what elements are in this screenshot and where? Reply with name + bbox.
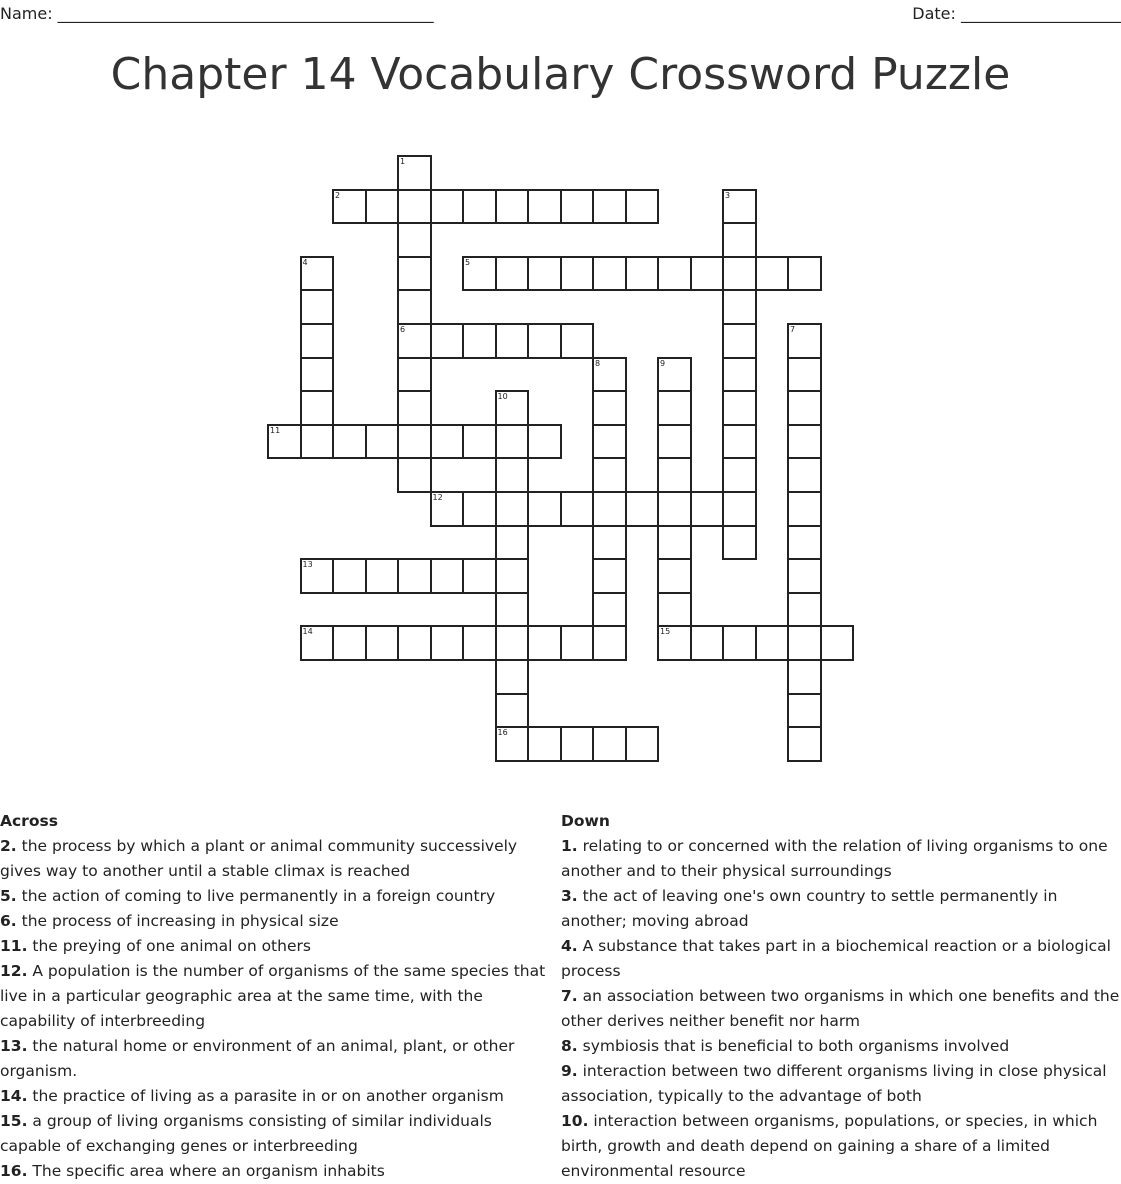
clue-text: the process by which a plant or animal community successively gives way to another until a stable climax is reached <box>0 837 518 880</box>
grid-cell[interactable] <box>527 491 562 527</box>
grid-cell[interactable] <box>657 457 692 493</box>
grid-cell[interactable] <box>495 323 530 359</box>
clue-item <box>0 834 556 884</box>
grid-cell[interactable] <box>625 189 660 225</box>
clue-number: 1. <box>561 837 578 855</box>
grid-cell[interactable] <box>657 592 692 628</box>
grid-cell[interactable] <box>397 558 432 594</box>
grid-cell[interactable] <box>787 525 822 561</box>
clue-text: symbiosis that is beneficial to both organisms involved <box>577 1037 1010 1055</box>
clue-text: the practice of living as a parasite in or on another organism <box>27 1087 504 1105</box>
grid-cell[interactable] <box>722 390 757 426</box>
clue-item <box>561 1109 1121 1184</box>
cell-number: 13 <box>302 560 313 570</box>
grid-cell[interactable] <box>690 625 725 661</box>
grid-cell[interactable] <box>332 625 367 661</box>
grid-cell[interactable] <box>397 457 432 493</box>
grid-cell[interactable] <box>300 289 335 325</box>
clue-number: 16. <box>0 1162 28 1180</box>
clue-number: 4. <box>561 937 578 955</box>
grid-cell[interactable] <box>495 424 530 460</box>
clue-number: 10. <box>561 1112 589 1130</box>
grid-cell[interactable] <box>657 390 692 426</box>
grid-cell[interactable] <box>657 491 692 527</box>
clue-number: 12. <box>0 962 28 980</box>
clue-text: the natural home or environment of an animal, plant, or other organism. <box>0 1037 515 1080</box>
clue-item <box>0 1084 556 1109</box>
cell-number: 7 <box>790 325 796 334</box>
grid-cell[interactable] <box>365 189 400 225</box>
grid-cell[interactable] <box>625 726 660 762</box>
grid-cell[interactable] <box>787 424 822 460</box>
grid-cell[interactable] <box>397 155 432 191</box>
grid-cell[interactable] <box>592 256 627 292</box>
grid-cell[interactable] <box>430 189 465 225</box>
cell-number: 3 <box>725 190 731 200</box>
grid-cell[interactable] <box>332 424 367 460</box>
clue-number: 11. <box>0 937 28 955</box>
clue-number: 5. <box>0 887 17 905</box>
grid-cell[interactable] <box>495 693 530 729</box>
grid-cell[interactable] <box>625 256 660 292</box>
grid-cell[interactable] <box>397 323 432 359</box>
grid-cell[interactable] <box>787 357 822 393</box>
grid-cell[interactable] <box>495 525 530 561</box>
grid-cell[interactable] <box>722 256 757 292</box>
grid-cell[interactable] <box>527 256 562 292</box>
clue-text: a group of living organisms consisting of similar individuals capable of exchanging genes or interbreeding <box>0 1112 492 1155</box>
grid-cell[interactable] <box>495 592 530 628</box>
grid-cell[interactable] <box>430 424 465 460</box>
clue-number: 13. <box>0 1037 28 1055</box>
clue-number: 6. <box>0 912 17 930</box>
down-clues <box>561 809 1121 1184</box>
across-clue-list <box>0 834 556 1184</box>
grid-cell[interactable] <box>592 457 627 493</box>
grid-cell[interactable] <box>462 189 497 225</box>
grid-cell[interactable] <box>722 289 757 325</box>
grid-cell[interactable] <box>267 424 302 460</box>
grid-cell[interactable] <box>397 625 432 661</box>
grid-cell[interactable] <box>722 525 757 561</box>
clue-text: an association between two organisms in which one benefits and the other derives neither benefit nor harm <box>561 987 1120 1030</box>
grid-cell[interactable] <box>365 558 400 594</box>
grid-cell[interactable] <box>495 390 530 426</box>
grid-cell[interactable] <box>722 357 757 393</box>
grid-cell[interactable] <box>657 558 692 594</box>
grid-cell[interactable] <box>722 625 757 661</box>
grid-cell[interactable] <box>722 491 757 527</box>
grid-cell[interactable] <box>495 558 530 594</box>
grid-cell[interactable] <box>787 256 822 292</box>
grid-cell[interactable] <box>592 558 627 594</box>
grid-cell[interactable] <box>592 592 627 628</box>
clue-text: the action of coming to live permanently in a foreign country <box>16 887 496 905</box>
across-heading: Across <box>0 812 58 830</box>
grid-cell[interactable] <box>365 424 400 460</box>
grid-cell[interactable] <box>430 491 465 527</box>
grid-cell[interactable] <box>592 525 627 561</box>
clue-item <box>0 959 556 1034</box>
grid-cell[interactable] <box>787 592 822 628</box>
grid-cell[interactable] <box>560 625 595 661</box>
grid-cell[interactable] <box>430 558 465 594</box>
grid-cell[interactable] <box>332 558 367 594</box>
cell-number: 10 <box>497 392 508 402</box>
grid-cell[interactable] <box>462 256 497 292</box>
grid-cell[interactable] <box>820 625 855 661</box>
grid-cell[interactable] <box>397 256 432 292</box>
grid-cell[interactable] <box>560 189 595 225</box>
cell-number: 8 <box>595 358 601 368</box>
clue-text: The specific area where an organism inhabits <box>27 1162 385 1180</box>
clue-text: the process of increasing in physical size <box>16 912 339 930</box>
cell-number: 2 <box>335 190 341 200</box>
grid-cell[interactable] <box>430 323 465 359</box>
grid-cell[interactable] <box>462 424 497 460</box>
grid-cell[interactable] <box>690 491 725 527</box>
grid-cell[interactable] <box>397 424 432 460</box>
cell-number: 16 <box>497 728 508 738</box>
clue-item <box>561 934 1121 984</box>
grid-cell[interactable] <box>397 390 432 426</box>
clue-item <box>561 834 1121 884</box>
grid-cell[interactable] <box>722 323 757 359</box>
grid-cell[interactable] <box>495 457 530 493</box>
clue-number: 15. <box>0 1112 28 1130</box>
cell-number: 4 <box>302 257 308 267</box>
grid-cell[interactable] <box>527 323 562 359</box>
grid-cell[interactable] <box>300 323 335 359</box>
clue-text: A population is the number of organisms of the same species that live in a particular geographic area at the same time, with the capability of interbreeding <box>0 962 546 1030</box>
page-title: Chapter 14 Vocabulary Crossword Puzzle <box>110 49 1011 100</box>
grid-cell[interactable] <box>592 189 627 225</box>
grid-cell[interactable] <box>755 625 790 661</box>
clue-text: relating to or concerned with the relation of living organisms to one another and to their physical surroundings <box>561 837 1108 880</box>
grid-cell[interactable] <box>560 323 595 359</box>
grid-cell[interactable] <box>625 491 660 527</box>
clue-item <box>0 909 556 934</box>
grid-cell[interactable] <box>300 424 335 460</box>
grid-cell[interactable] <box>690 256 725 292</box>
clue-number: 7. <box>561 987 578 1005</box>
cell-number: 5 <box>465 257 471 267</box>
clue-number: 2. <box>0 837 17 855</box>
clue-item <box>0 1109 556 1159</box>
cell-number: 14 <box>302 627 313 637</box>
clue-item <box>0 934 556 959</box>
grid-cell[interactable] <box>495 189 530 225</box>
grid-cell[interactable] <box>787 390 822 426</box>
grid-cell[interactable] <box>592 424 627 460</box>
grid-cell[interactable] <box>787 457 822 493</box>
grid-cell[interactable] <box>722 457 757 493</box>
grid-cell[interactable] <box>560 491 595 527</box>
clue-item <box>0 884 556 909</box>
grid-cell[interactable] <box>462 323 497 359</box>
clue-text: the act of leaving one's own country to settle permanently in another; moving abroad <box>561 887 1058 930</box>
cell-number: 1 <box>400 157 406 166</box>
grid-cell[interactable] <box>527 189 562 225</box>
grid-cell[interactable] <box>397 289 432 325</box>
cell-number: 12 <box>432 493 443 502</box>
clue-number: 8. <box>561 1037 578 1055</box>
grid-cell[interactable] <box>397 357 432 393</box>
grid-cell[interactable] <box>560 726 595 762</box>
grid-cell[interactable] <box>462 558 497 594</box>
grid-cell[interactable] <box>495 625 530 661</box>
cell-number: 6 <box>400 325 406 334</box>
down-clue-list <box>561 834 1121 1184</box>
grid-cell[interactable] <box>495 256 530 292</box>
grid-cell[interactable] <box>592 491 627 527</box>
grid-cell[interactable] <box>332 189 367 225</box>
grid-cell[interactable] <box>300 390 335 426</box>
clue-number: 14. <box>0 1087 28 1105</box>
clue-text: interaction between organisms, populations, or species, in which birth, growth and death depend on gaining a share of a limited environmental resource <box>561 1112 1098 1180</box>
grid-cell[interactable] <box>495 491 530 527</box>
grid-cell[interactable] <box>787 491 822 527</box>
clue-item <box>561 884 1121 934</box>
grid-cell[interactable] <box>722 424 757 460</box>
cell-number: 9 <box>660 358 666 368</box>
grid-cell[interactable] <box>787 693 822 729</box>
grid-cell[interactable] <box>300 256 335 292</box>
grid-cell[interactable] <box>462 491 497 527</box>
grid-cell[interactable] <box>787 625 822 661</box>
grid-cell[interactable] <box>300 558 335 594</box>
cell-number: 15 <box>660 627 671 637</box>
grid-cell[interactable] <box>592 357 627 393</box>
grid-cell[interactable] <box>397 222 432 258</box>
clue-text: the preying of one animal on others <box>27 937 311 955</box>
grid-cell[interactable] <box>365 625 400 661</box>
grid-cell[interactable] <box>787 323 822 359</box>
clue-item <box>0 1034 556 1084</box>
grid-cell[interactable] <box>592 726 627 762</box>
grid-cell[interactable] <box>755 256 790 292</box>
across-clues <box>0 809 556 1184</box>
grid-cell[interactable] <box>527 625 562 661</box>
clue-text: A substance that takes part in a biochemical reaction or a biological process <box>561 937 1111 980</box>
grid-cell[interactable] <box>592 625 627 661</box>
grid-cell[interactable] <box>787 659 822 695</box>
grid-cell[interactable] <box>495 726 530 762</box>
grid-cell[interactable] <box>657 256 692 292</box>
grid-cell[interactable] <box>787 558 822 594</box>
grid-cell[interactable] <box>592 390 627 426</box>
grid-cell[interactable] <box>657 424 692 460</box>
grid-cell[interactable] <box>397 189 432 225</box>
clue-item <box>561 1059 1121 1109</box>
clue-item <box>0 1159 556 1184</box>
clue-number: 3. <box>561 887 578 905</box>
grid-cell[interactable] <box>657 357 692 393</box>
cell-number: 11 <box>270 425 281 435</box>
grid-cell[interactable] <box>430 625 465 661</box>
grid-cell[interactable] <box>527 424 562 460</box>
date-field-label: Date: ____________________ <box>912 4 1121 23</box>
grid-cell[interactable] <box>300 357 335 393</box>
grid-cell[interactable] <box>300 625 335 661</box>
clue-item <box>561 984 1121 1034</box>
grid-cell[interactable] <box>527 726 562 762</box>
name-field-label: Name: _______________________________________________ <box>0 4 434 23</box>
grid-cell[interactable] <box>560 256 595 292</box>
grid-cell[interactable] <box>722 189 757 225</box>
down-heading: Down <box>561 812 610 830</box>
grid-cell[interactable] <box>495 659 530 695</box>
clue-item <box>561 1034 1121 1059</box>
grid-cell[interactable] <box>722 222 757 258</box>
grid-cell[interactable] <box>787 726 822 762</box>
grid-cell[interactable] <box>657 525 692 561</box>
clue-number: 9. <box>561 1062 578 1080</box>
clue-text: interaction between two different organisms living in close physical association, typically to the advantage of both <box>561 1062 1107 1105</box>
grid-cell[interactable] <box>462 625 497 661</box>
grid-cell[interactable] <box>657 625 692 661</box>
